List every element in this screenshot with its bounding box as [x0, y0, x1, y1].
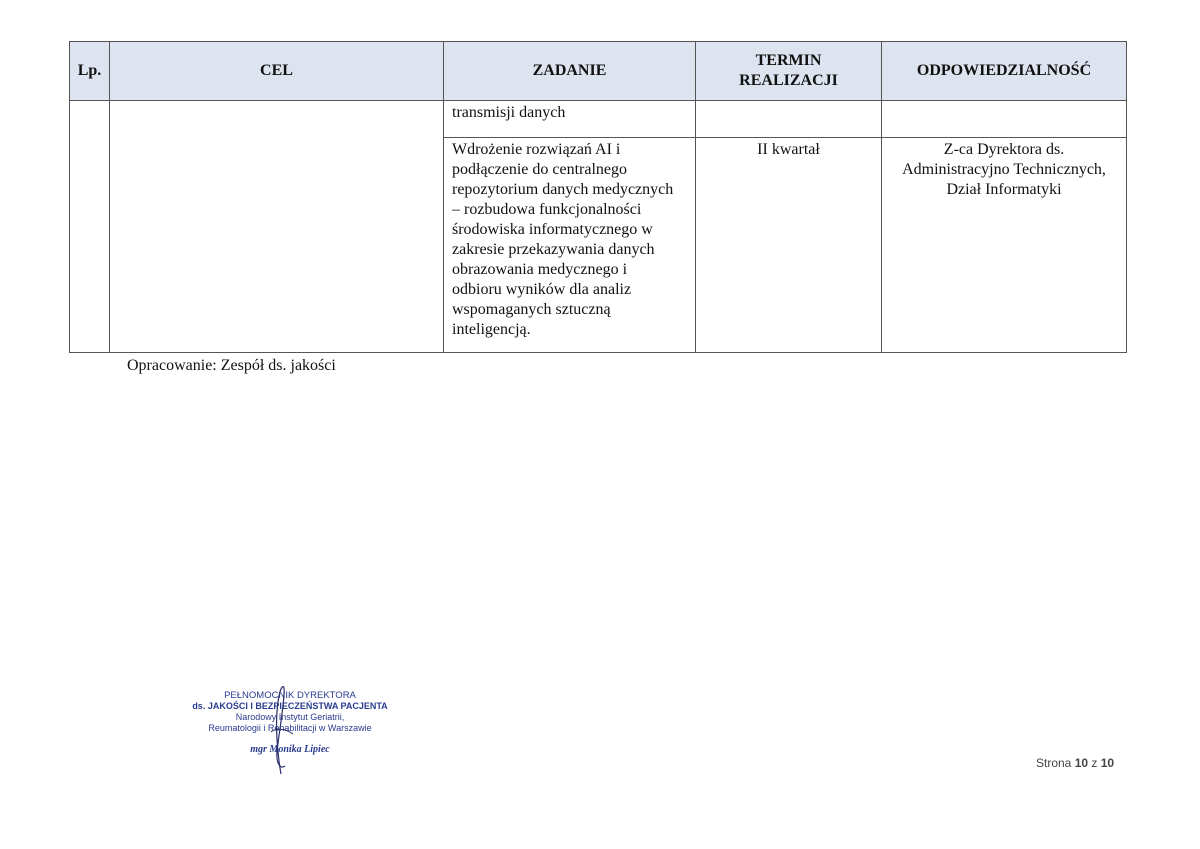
plan-table	[69, 41, 1127, 353]
zadanie-line: inteligencją.	[452, 321, 531, 338]
cell-cel	[110, 101, 444, 353]
page-current: 10	[1074, 756, 1089, 770]
cell-termin	[696, 101, 882, 138]
official-stamp	[185, 690, 395, 780]
stamp-line: PEŁNOMOCNIK DYREKTORA	[224, 690, 356, 701]
page-total: 10	[1100, 756, 1115, 770]
odpowiedzialnosc-line: Administracyjno Technicznych,	[902, 161, 1106, 178]
page-separator: z	[1091, 756, 1098, 770]
cell-odpowiedzialnosc	[882, 101, 1127, 138]
cell-odpowiedzialnosc	[882, 138, 1127, 353]
stamp-line: Narodowy Instytut Geriatrii,	[235, 712, 345, 722]
zadanie-line: podłączenie do centralnego	[452, 161, 628, 178]
zadanie-line: obrazowania medycznego i	[452, 261, 628, 278]
cell-lp	[70, 101, 110, 353]
prepared-by-note: Opracowanie: Zespół ds. jakości	[127, 357, 336, 374]
table-header-row	[70, 42, 1127, 101]
page-number	[1036, 756, 1114, 770]
zadanie-line: odbioru wyników dla analiz	[452, 281, 632, 298]
header-cel: CEL	[110, 42, 444, 101]
table-row	[70, 101, 1127, 138]
header-termin-line1: TERMIN	[755, 52, 822, 69]
stamp-signatory-name: mgr Monika Lipiec	[250, 744, 330, 755]
header-termin-line2: REALIZACJI	[739, 72, 838, 89]
header-odpowiedzialnosc: ODPOWIEDZIALNOŚĆ	[882, 42, 1127, 101]
header-lp: Lp.	[70, 42, 110, 101]
cell-zadanie: transmisji danych	[444, 101, 696, 138]
header-zadanie: ZADANIE	[444, 42, 696, 101]
page-label: Strona	[1036, 756, 1072, 770]
zadanie-line: repozytorium danych medycznych	[452, 181, 674, 198]
cell-termin: II kwartał	[696, 138, 882, 353]
header-termin	[696, 42, 882, 101]
zadanie-line: Wdrożenie rozwiązań AI i	[452, 141, 621, 158]
stamp-line: ds. JAKOŚCI I BEZPIECZEŃSTWA PACJENTA	[192, 701, 388, 711]
stamp-line: Reumatologii i Rehabilitacji w Warszawie	[208, 723, 372, 733]
zadanie-line: środowiska informatycznego w	[452, 221, 653, 238]
odpowiedzialnosc-line: Dział Informatyki	[946, 181, 1062, 198]
odpowiedzialnosc-line: Z-ca Dyrektora ds.	[943, 141, 1065, 158]
zadanie-line: – rozbudowa funkcjonalności	[452, 201, 642, 218]
zadanie-line: wspomaganych sztuczną	[452, 301, 611, 318]
cell-zadanie	[444, 138, 696, 353]
zadanie-line: zakresie przekazywania danych	[452, 241, 655, 258]
